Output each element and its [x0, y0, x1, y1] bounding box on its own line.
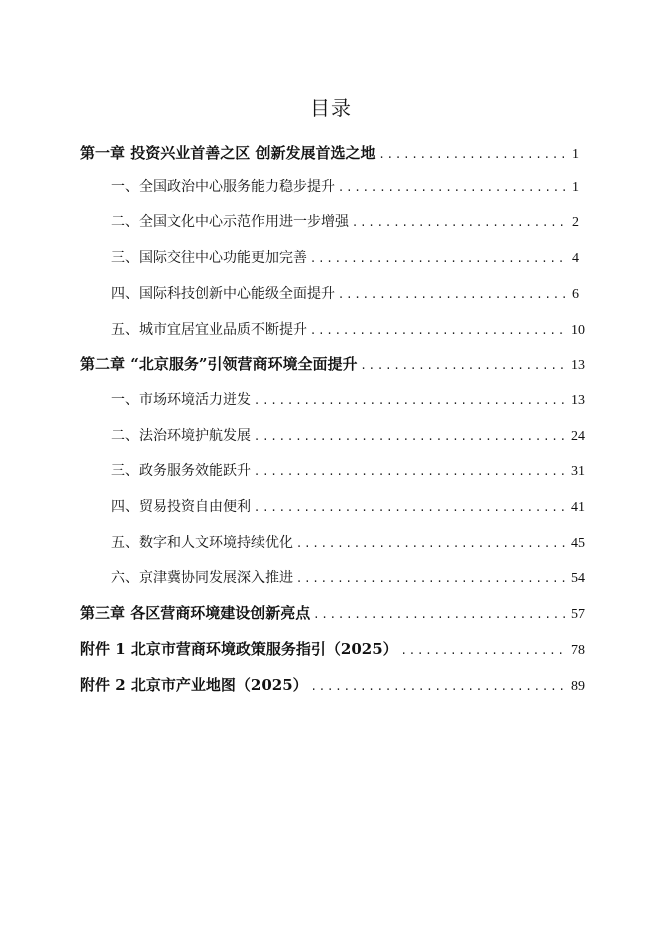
dot-leader [311, 319, 567, 343]
toc-entry-section[interactable] [111, 210, 579, 234]
toc-entry-section[interactable] [111, 282, 579, 306]
toc-entry-label: 六、京津冀协同发展深入推进 [111, 570, 293, 586]
toc-entry-section[interactable] [111, 566, 585, 590]
toc-entry-label: 四、贸易投资自由便利 [111, 499, 251, 515]
toc-entry-page: 45 [571, 536, 585, 551]
toc-entry-page: 1 [572, 180, 579, 195]
toc-entry-section[interactable] [111, 531, 585, 555]
toc-entry-page: 13 [571, 358, 585, 373]
dot-leader [379, 143, 567, 167]
dot-leader [255, 496, 567, 520]
toc-entry-label: 四、国际科技创新中心能级全面提升 [111, 286, 335, 302]
toc-entry-section[interactable] [111, 318, 585, 342]
toc-entry-page: 57 [571, 607, 585, 622]
toc-entry-page: 4 [572, 251, 579, 266]
toc-entry-page: 31 [571, 464, 585, 479]
toc-entry-page: 78 [571, 643, 585, 658]
toc-entry-section[interactable] [111, 459, 585, 483]
toc-entry-page: 24 [571, 429, 585, 444]
toc-entry-section[interactable] [111, 495, 585, 519]
toc-entry-section[interactable] [111, 246, 579, 270]
toc-entry-page: 13 [571, 393, 585, 408]
toc-entry-section[interactable] [111, 424, 585, 448]
toc-entry-appendix-1[interactable] [80, 637, 585, 661]
dot-leader [255, 425, 567, 449]
dot-leader [297, 567, 567, 591]
dot-leader [339, 283, 567, 307]
toc-entry-page: 89 [571, 679, 585, 694]
dot-leader [297, 532, 567, 556]
toc-entry-label: 五、城市宜居宜业品质不断提升 [111, 322, 307, 338]
toc-entry-appendix-2[interactable] [80, 673, 585, 697]
toc-entry-label: 第一章 投资兴业首善之区 创新发展首选之地 [80, 144, 376, 162]
toc-entry-label: 一、市场环境活力迸发 [111, 392, 251, 408]
toc-entry-label: 二、全国文化中心示范作用进一步增强 [111, 214, 349, 230]
dot-leader [353, 211, 567, 235]
toc-entry-page: 41 [571, 500, 585, 515]
dot-leader [255, 389, 567, 413]
dot-leader [311, 247, 567, 271]
dot-leader [314, 603, 567, 627]
toc-entry-page: 54 [571, 571, 585, 586]
toc-entry-chapter-3[interactable] [80, 601, 585, 625]
toc-entry-label: 附件 2 北京市产业地图（2025） [80, 676, 308, 694]
dot-leader [402, 639, 567, 663]
toc-entry-page: 2 [572, 215, 579, 230]
toc-entry-chapter-2[interactable] [80, 352, 585, 376]
toc-entry-page: 1 [572, 147, 579, 162]
toc-entry-label: 三、政务服务效能跃升 [111, 463, 251, 479]
toc-entry-label: 第二章 “北京服务”引领营商环境全面提升 [80, 355, 358, 373]
toc-entry-section[interactable] [111, 175, 579, 199]
toc-entry-chapter-1[interactable] [80, 141, 579, 165]
toc-entry-label: 五、数字和人文环境持续优化 [111, 535, 293, 551]
toc-entry-section[interactable] [111, 388, 585, 412]
dot-leader [312, 675, 567, 699]
toc-entry-page: 6 [572, 287, 579, 302]
toc-entry-page: 10 [571, 323, 585, 338]
toc-entry-label: 附件 1 北京市营商环境政策服务指引（2025） [80, 640, 398, 658]
toc-entry-label: 一、全国政治中心服务能力稳步提升 [111, 179, 335, 195]
toc-title: 目录 [310, 96, 352, 120]
dot-leader [361, 354, 567, 378]
toc-entry-label: 第三章 各区营商环境建设创新亮点 [80, 604, 311, 622]
toc-entry-label: 三、国际交往中心功能更加完善 [111, 250, 307, 266]
dot-leader [339, 176, 567, 200]
toc-entry-label: 二、法治环境护航发展 [111, 428, 251, 444]
dot-leader [255, 460, 567, 484]
